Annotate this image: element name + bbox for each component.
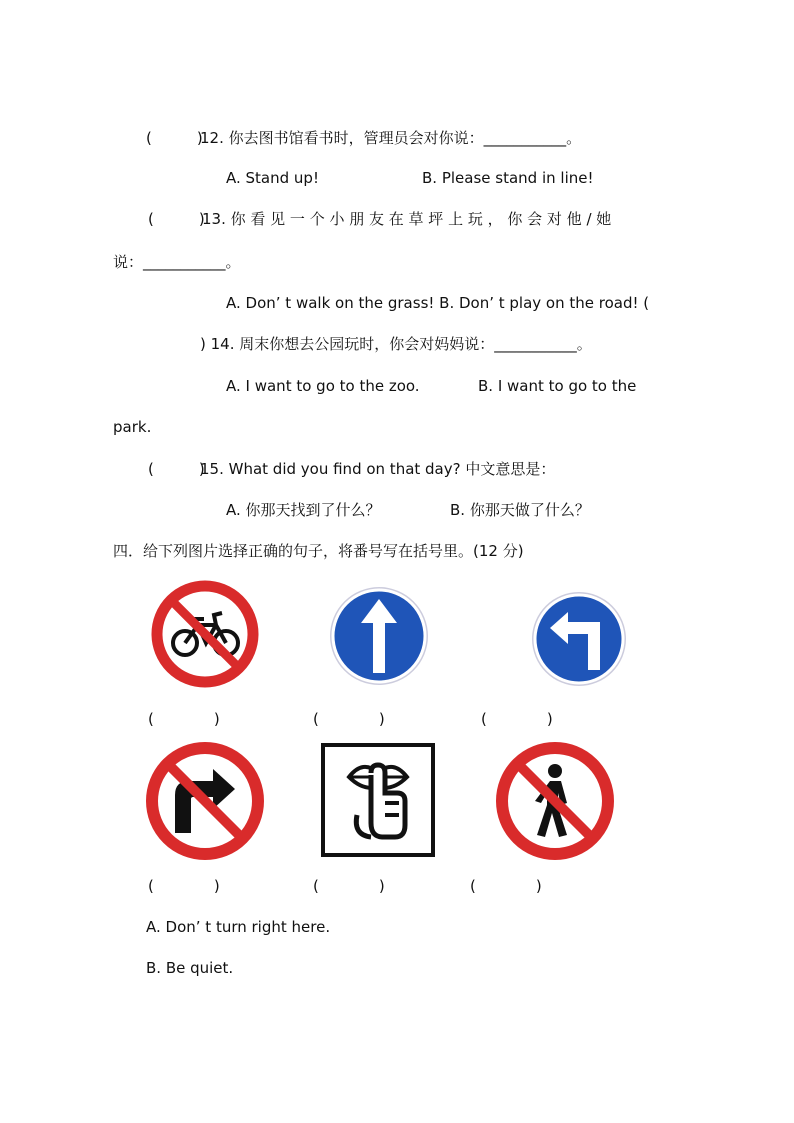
section-title: 四．给下列图片选择正确的句子，将番号写在括号里。(12 分)	[113, 542, 524, 560]
answer-bracket-6[interactable]: ( )	[470, 877, 542, 895]
q14-option-b-cont: park.	[113, 418, 152, 436]
answer-bracket-2[interactable]: ( )	[313, 710, 385, 728]
straight-ahead-sign-icon	[328, 585, 430, 687]
q15-option-b: B. 你那天做了什么？	[450, 501, 590, 519]
q12-bracket[interactable]: ( )	[146, 129, 203, 147]
option-b: B. Be quiet.	[146, 959, 234, 977]
answer-bracket-4[interactable]: ( )	[148, 877, 220, 895]
no-bicycle-sign-icon	[150, 579, 260, 689]
q12-option-a: A. Stand up!	[226, 169, 319, 187]
q13-options: A. Don’ t walk on the grass! B. Don’ t play on the road! (	[226, 294, 650, 312]
q14-option-b: B. I want to go to the	[478, 377, 637, 395]
q15-option-a: A. 你那天找到了什么？	[226, 501, 381, 519]
q14-option-a: A. I want to go to the zoo.	[226, 377, 420, 395]
q15-stem: 15. What did you find on that day? 中文意思是：	[200, 460, 556, 478]
q12-stem: 12. 你去图书馆看书时，管理员会对你说：___________。	[200, 129, 582, 147]
answer-bracket-5[interactable]: ( )	[313, 877, 385, 895]
option-a: A. Don’ t turn right here.	[146, 918, 331, 936]
q14-stem: ) 14. 周末你想去公园玩时，你会对妈妈说：___________。	[200, 335, 592, 353]
no-pedestrian-sign-icon	[495, 741, 615, 861]
no-right-turn-sign-icon	[145, 741, 265, 861]
q13-stem: 13. 你 看 见 一 个 小 朋 友 在 草 坪 上 玩 ， 你 会 对 他 / 她	[202, 210, 612, 228]
q15-bracket[interactable]: ( )	[148, 460, 205, 478]
q13-bracket[interactable]: ( )	[148, 210, 205, 228]
answer-bracket-1[interactable]: ( )	[148, 710, 220, 728]
be-quiet-sign-icon	[321, 743, 435, 857]
q12-option-b: B. Please stand in line!	[422, 169, 594, 187]
turn-left-sign-icon	[530, 590, 628, 688]
answer-bracket-3[interactable]: ( )	[481, 710, 553, 728]
q13-stem-cont: 说：___________。	[113, 253, 241, 271]
